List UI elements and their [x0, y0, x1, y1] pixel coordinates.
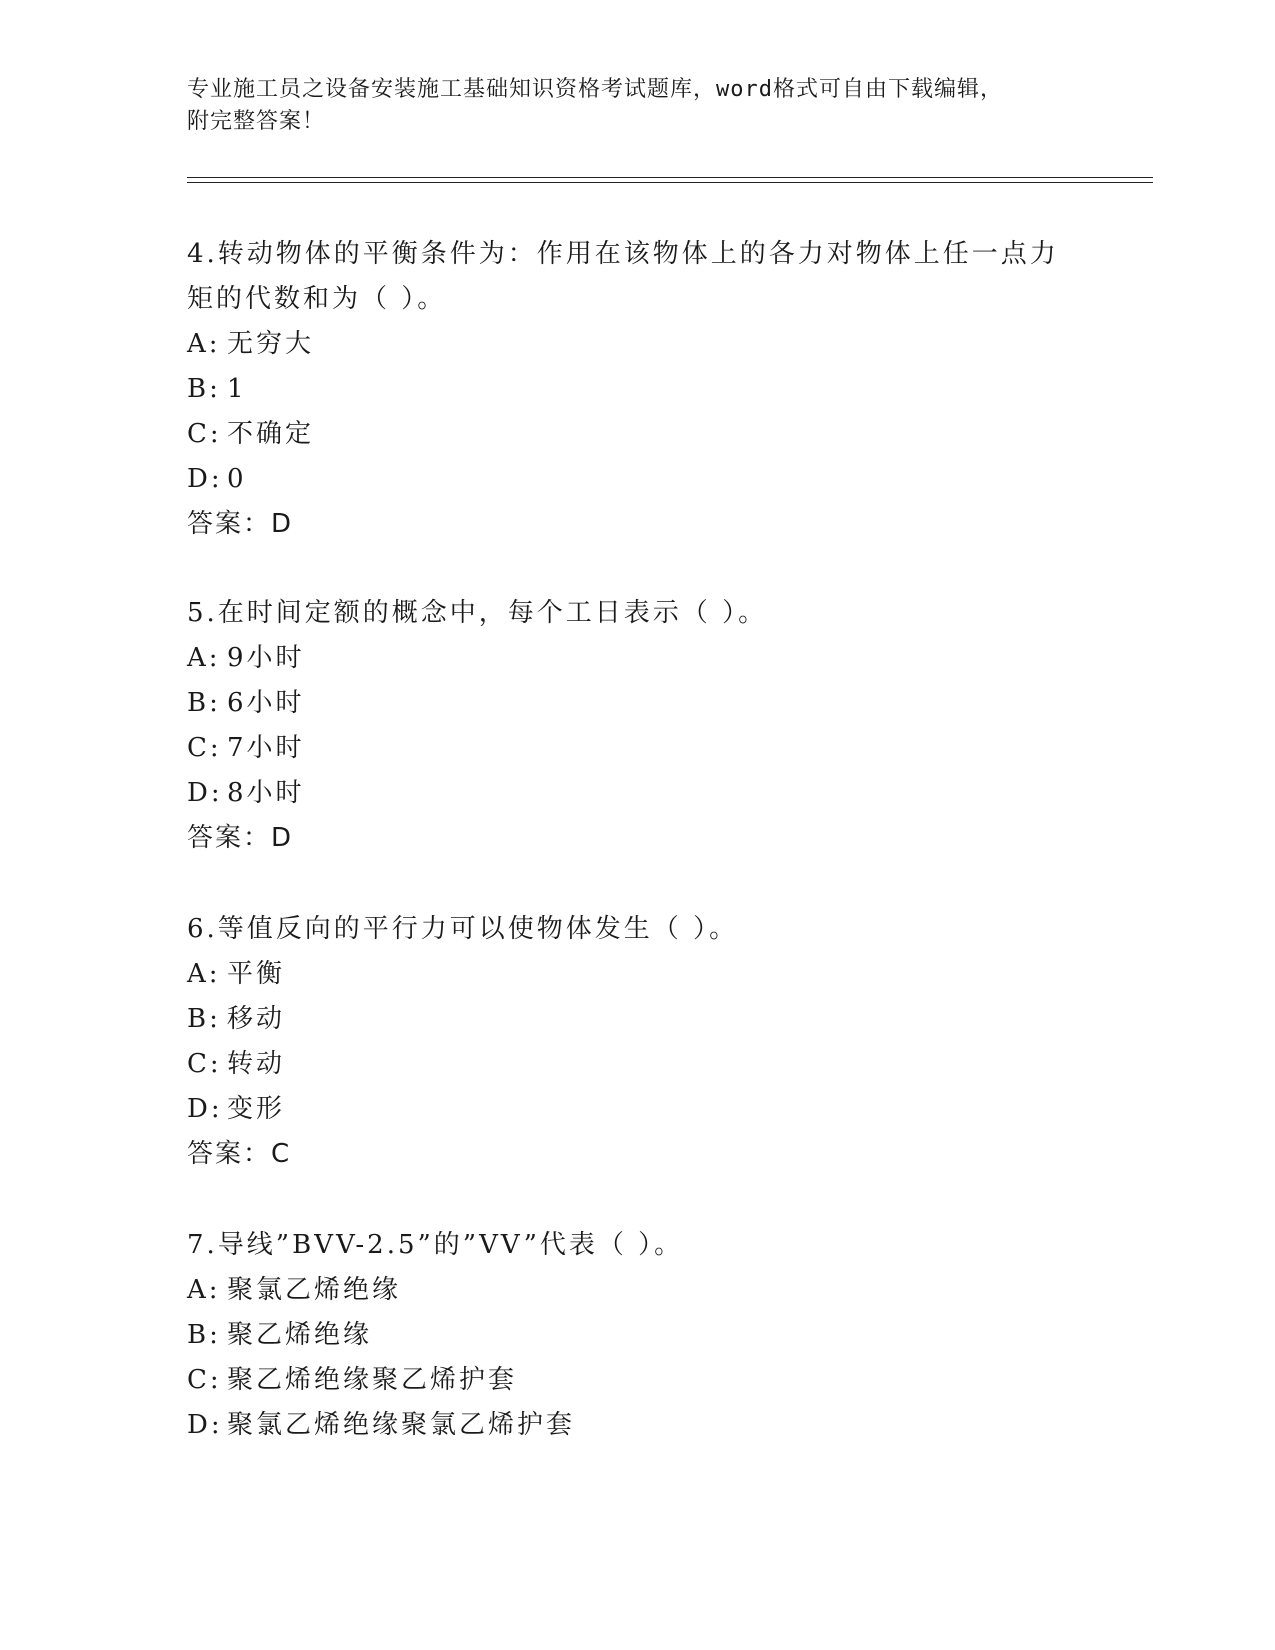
header-rule-top	[187, 177, 1153, 178]
option-a: A: 9小时	[187, 643, 305, 673]
header-line-2: 附完整答案！	[187, 109, 326, 134]
option-a: A: 聚氯乙烯绝缘	[187, 1275, 402, 1305]
question-stem-line-1: 5.在时间定额的概念中，每个工日表示（ ）。	[187, 598, 768, 628]
answer: 答案：D	[187, 509, 294, 539]
question-6	[187, 907, 1087, 1177]
header-rule-bottom	[187, 182, 1153, 183]
option-c: C: 不确定	[187, 419, 315, 449]
option-b: B: 移动	[187, 1004, 286, 1034]
option-a: A: 平衡	[187, 959, 286, 989]
header-line-1: 专业施工员之设备安装施工基础知识资格考试题库，word格式可自由下载编辑，	[187, 77, 1003, 102]
option-d: D: 0	[187, 464, 247, 494]
option-b: B: 聚乙烯绝缘	[187, 1320, 373, 1350]
option-c: C: 转动	[187, 1049, 286, 1079]
option-c: C: 7小时	[187, 733, 305, 763]
question-stem-line-2: 矩的代数和为（ ）。	[187, 284, 447, 314]
question-stem-line-1: 7.导线”BVV-2.5”的”VV”代表（ ）。	[187, 1230, 684, 1260]
question-7	[187, 1223, 1087, 1448]
answer: 答案：C	[187, 1139, 292, 1169]
answer: 答案：D	[187, 823, 294, 853]
document-header	[187, 74, 1087, 138]
option-b: B: 1	[187, 374, 247, 404]
option-d: D: 变形	[187, 1094, 286, 1124]
option-a: A: 无穷大	[187, 329, 315, 359]
question-4	[187, 232, 1087, 547]
question-stem-line-1: 6.等值反向的平行力可以使物体发生（ ）。	[187, 914, 739, 944]
option-c: C: 聚乙烯绝缘聚乙烯护套	[187, 1365, 518, 1395]
option-d: D: 聚氯乙烯绝缘聚氯乙烯护套	[187, 1410, 576, 1440]
question-stem-line-1: 4.转动物体的平衡条件为：作用在该物体上的各力对物体上任一点力	[187, 239, 1059, 269]
option-d: D: 8小时	[187, 778, 305, 808]
question-5	[187, 591, 1087, 861]
option-b: B: 6小时	[187, 688, 305, 718]
